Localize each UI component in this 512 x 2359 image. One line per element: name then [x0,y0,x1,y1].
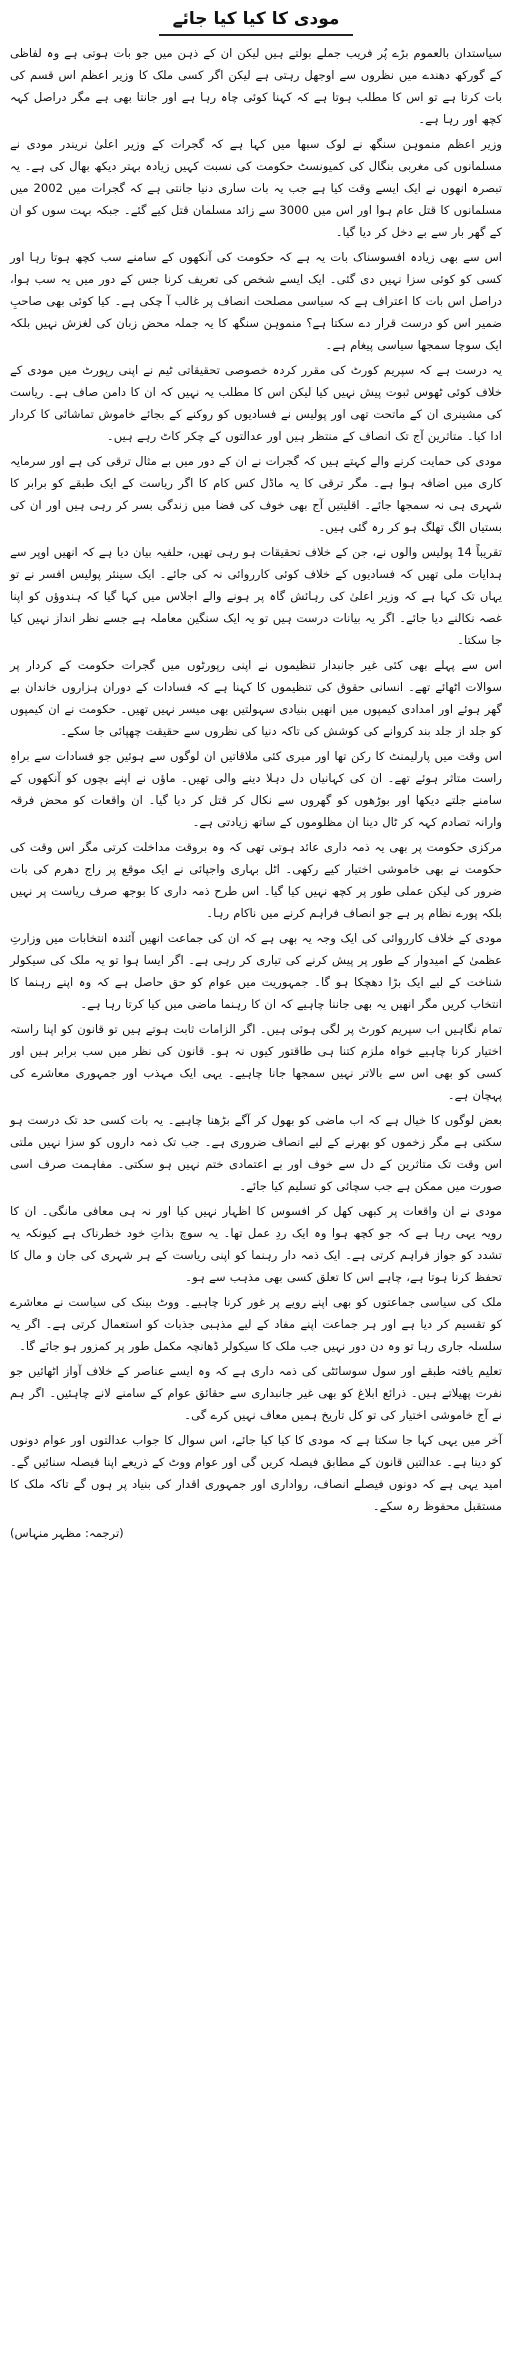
article-paragraph: بعض لوگوں کا خیال ہے کہ اب ماضی کو بھول کر آگے بڑھنا چاہیے۔ یہ بات کسی حد تک درست ہو سکتی ہے مگر زخموں کو بھرنے کے لیے انصاف ضروری ہے۔ جب تک ذمہ داروں کو سزا نہیں ملتی اس وقت تک متاثرین کے دل سے خوف اور بے اعتمادی ختم نہیں ہو سکتی۔ مفاہمت صرف اسی صورت میں ممکن ہے جب سچائی کو تسلیم کیا جائے۔ [10,1113,502,1193]
article-paragraph: تمام نگاہیں اب سپریم کورٹ پر لگی ہوئی ہیں۔ اگر الزامات ثابت ہوتے ہیں تو قانون کو اپنا راستہ اختیار کرنا چاہیے خواہ ملزم کتنا ہی طاقتور کیوں نہ ہو۔ قانون کی نظر میں سب برابر ہیں اور کسی کو بھی اس سے بالاتر نہیں سمجھا جانا چاہیے۔ یہی ایک مہذب اور جمہوری معاشرے کی پہچان ہے۔ [10,1022,502,1102]
article-paragraph: وزیر اعظم منموہن سنگھ نے لوک سبھا میں کہا ہے کہ گجرات کے وزیر اعلیٰ نریندر مودی نے مسلمانوں کی مغربی بنگال کی کمیونسٹ حکومت کی نسبت کہیں زیادہ بہتر دیکھ بھال کی ہے۔ یہ تبصرہ انھوں نے ایک ایسے وقت کیا ہے جب یہ بات ساری دنیا جانتی ہے کہ گجرات میں 2002 میں مسلمانوں کا قتل عام ہوا اور اس میں 3000 سے زائد مسلمان قتل کیے گئے۔ جبکہ بہت سوں کو ان کے گھر بار سے بے دخل کر دیا گیا۔ [10,137,502,239]
article-paragraph: اس سے بھی زیادہ افسوسناک بات یہ ہے کہ حکومت کی آنکھوں کے سامنے سب کچھ ہوتا رہا اور کسی کو کوئی سزا نہیں دی گئی۔ ایک ایسے شخص کی تعریف کرنا جس کے دور میں یہ سب ہوا، دراصل اس بات کا اعتراف ہے کہ سیاسی مصلحت انصاف پر غالب آ چکی ہے۔ کیا کوئی بھی صاحبِ ضمیر اس کو درست قرار دے سکتا ہے؟ منموہن سنگھ کا یہ جملہ محض زبان کی لغزش نہیں بلکہ ایک سوچا سمجھا سیاسی پیغام ہے۔ [10,250,502,352]
article-paragraph: یہ درست ہے کہ سپریم کورٹ کی مقرر کردہ خصوصی تحقیقاتی ٹیم نے اپنی رپورٹ میں مودی کے خلاف کوئی ٹھوس ثبوت پیش نہیں کیا لیکن اس کا مطلب یہ نہیں کہ ان کا دامن صاف ہے۔ ریاست کی مشینری ان کے ماتحت تھی اور پولیس نے فسادیوں کو روکنے کے بجائے خاموش تماشائی کا کردار ادا کیا۔ متاثرین آج تک انصاف کے منتظر ہیں اور عدالتوں کے چکر کاٹ رہے ہیں۔ [10,363,502,443]
article-paragraph: اس وقت میں پارلیمنٹ کا رکن تھا اور میری کئی ملاقاتیں ان لوگوں سے ہوئیں جو فسادات سے براہِ راست متاثر ہوئے تھے۔ ان کی کہانیاں دل دہلا دینے والی تھیں۔ ماؤں نے اپنے بچوں کو آنکھوں کے سامنے جلتے دیکھا اور بوڑھوں کو گھروں سے نکال کر قتل کر دیا گیا۔ ان واقعات کو محض فرقہ وارانہ تصادم کہہ کر ٹال دینا ان مظلوموں کے ساتھ زیادتی ہے۔ [10,749,502,829]
article-paragraph: مودی کی حمایت کرنے والے کہتے ہیں کہ گجرات نے ان کے دور میں بے مثال ترقی کی ہے اور سرمایہ کاری میں اضافہ ہوا ہے۔ مگر ترقی کا یہ ماڈل کس کام کا اگر ریاست کے ایک طبقے کو برابر کا شہری ہی نہ سمجھا جائے۔ اقلیتیں آج بھی خوف کی فضا میں زندگی بسر کر رہی ہیں اور ان کی بستیاں الگ تھلگ ہو کر رہ گئی ہیں۔ [10,454,502,534]
article-header [10,6,502,36]
article-paragraph: تقریباً 14 پولیس والوں نے، جن کے خلاف تحقیقات ہو رہی تھیں، حلفیہ بیان دیا ہے کہ انھیں اوپر سے ہدایات ملی تھیں کہ فسادیوں کے خلاف کوئی کارروائی نہ کی جائے۔ ایک سینئر پولیس افسر نے تو یہاں تک کہا ہے کہ وزیر اعلیٰ کی رہائش گاہ پر ہونے والے اجلاس میں کہا گیا کہ ہندوؤں کو اپنا غصہ نکالنے دیا جائے۔ اگر یہ بیانات درست ہیں تو یہ ایک سنگین معاملہ ہے جسے نظر انداز نہیں کیا جا سکتا۔ [10,545,502,647]
translator-credit: (ترجمہ: مظہر منہاس) [10,1526,124,1540]
article-paragraph: مرکزی حکومت پر بھی یہ ذمہ داری عائد ہوتی تھی کہ وہ بروقت مداخلت کرتی مگر اس وقت کی حکومت نے بھی خاموشی اختیار کیے رکھی۔ اٹل بہاری واجپائی نے ایک موقع پر راج دھرم کی بات ضرور کی لیکن عملی طور پر کچھ نہیں کیا گیا۔ اس طرح ذمہ داری کا بوجھ صرف ریاست پر نہیں بلکہ پورے نظام پر ہے جو انصاف فراہم کرنے میں ناکام رہا۔ [10,840,502,920]
article-title: مودی کا کیا کیا جائے [159,6,354,36]
article-body [10,42,502,1517]
article-paragraph: اس سے پہلے بھی کئی غیر جانبدار تنظیموں نے اپنی رپورٹوں میں گجرات حکومت کے کردار پر سوالات اٹھائے تھے۔ انسانی حقوق کی تنظیموں کا کہنا ہے کہ فسادات کے دوران ہزاروں خاندان بے گھر ہوئے اور امدادی کیمپوں میں انھیں بنیادی سہولتیں بھی میسر نہیں تھیں۔ حکومت نے ان کیمپوں کو جلد از جلد بند کروانے کی کوشش کی تاکہ دنیا کی نظروں سے حقیقت چھپائی جا سکے۔ [10,658,502,738]
article-paragraph: مودی کے خلاف کارروائی کی ایک وجہ یہ بھی ہے کہ ان کی جماعت انھیں آئندہ انتخابات میں وزارتِ عظمیٰ کے امیدوار کے طور پر پیش کرنے کی تیاری کر رہی ہے۔ اگر ایسا ہوا تو یہ ملک کی سیکولر شناخت کے لیے ایک بڑا دھچکا ہو گا۔ جمہوریت میں عوام کو حق حاصل ہے کہ وہ اپنے رہنما کا انتخاب کریں مگر انھیں یہ بھی جاننا چاہیے کہ ان کا رہنما ماضی میں کیا کرتا رہا ہے۔ [10,931,502,1011]
article-paragraph: آخر میں یہی کہا جا سکتا ہے کہ مودی کا کیا کیا جائے، اس سوال کا جواب عدالتوں اور عوام دونوں کو دینا ہے۔ عدالتیں قانون کے مطابق فیصلہ کریں گی اور عوام ووٹ کے ذریعے اپنا فیصلہ سنائیں گے۔ امید یہی ہے کہ دونوں فیصلے انصاف، رواداری اور جمہوری اقدار کی بنیاد پر ہوں گے تاکہ ملک کا مستقبل محفوظ رہ سکے۔ [10,1433,502,1513]
article-paragraph: ملک کی سیاسی جماعتوں کو بھی اپنے رویے پر غور کرنا چاہیے۔ ووٹ بینک کی سیاست نے معاشرے کو تقسیم کر دیا ہے اور ہر جماعت اپنے مفاد کے لیے مذہبی جذبات کو استعمال کرتی ہے۔ اگر یہ سلسلہ جاری رہا تو وہ دن دور نہیں جب ملک کا سیکولر ڈھانچہ مکمل طور پر کمزور ہو جائے گا۔ [10,1295,502,1353]
article-paragraph: تعلیم یافتہ طبقے اور سول سوسائٹی کی ذمہ داری ہے کہ وہ ایسے عناصر کے خلاف آواز اٹھائیں جو نفرت پھیلاتے ہیں۔ ذرائع ابلاغ کو بھی غیر جانبداری سے حقائق عوام کے سامنے لانے چاہئیں۔ اگر ہم نے آج خاموشی اختیار کی تو کل تاریخ ہمیں معاف نہیں کرے گی۔ [10,1364,502,1422]
article-paragraph: مودی نے ان واقعات پر کبھی کھل کر افسوس کا اظہار نہیں کیا اور نہ ہی معافی مانگی۔ ان کا رویہ یہی رہا ہے کہ جو کچھ ہوا وہ ایک ردِ عمل تھا۔ یہ سوچ بذاتِ خود خطرناک ہے کیونکہ یہ تشدد کو جواز فراہم کرتی ہے۔ ایک ذمہ دار رہنما کو اپنی ریاست کے ہر شہری کی جان و مال کا تحفظ کرنا ہوتا ہے، چاہے اس کا تعلق کسی بھی مذہب سے ہو۔ [10,1204,502,1284]
article-paragraph: سیاستدان بالعموم بڑے پُر فریب جملے بولتے ہیں لیکن ان کے ذہن میں جو بات ہوتی ہے وہ لفاظی کے گورکھ دھندے میں نظروں سے اوجھل رہتی ہے لیکن اگر کسی ملک کا وزیر اعظم اس قسم کی بات کرتا ہے تو اس کا مطلب ہوتا ہے کہ کہنا کوئی چاہ رہا ہے اور جانتا بھی ہے مگر دراصل کہہ کچھ اور رہا ہے۔ [10,46,502,126]
